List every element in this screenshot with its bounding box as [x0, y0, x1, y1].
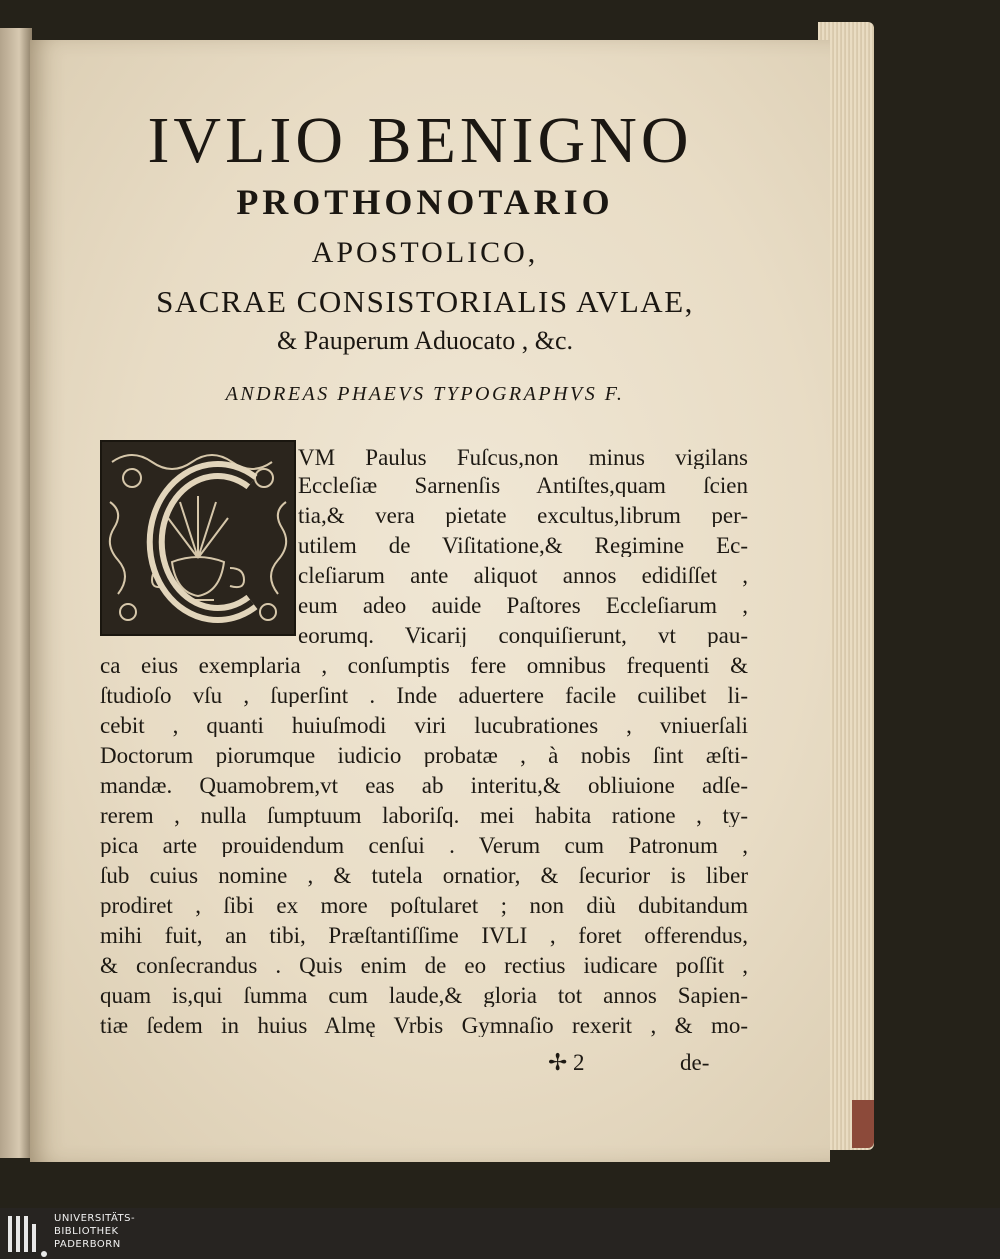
signature-mark: ✢ 2 — [548, 1050, 585, 1075]
body-line: eum adeo auide Paſtores Eccleſiarum , — [298, 594, 748, 617]
body-line: Eccleſiæ Sarnenſis Antiſtes,quam ſcien — [298, 474, 748, 497]
dedication-line-4: & Pauperum Aduocato , &c. — [276, 326, 574, 355]
library-name-line-2: BIBLIOTHEK — [54, 1226, 119, 1237]
dedication-line-2: APOSTOLICO, — [311, 236, 539, 269]
body-line: pica arte prouidendum cenſui . Verum cum Patronum , — [100, 834, 748, 857]
body-line: ca eius exemplaria , conſumptis fere omnibus frequenti & — [100, 654, 748, 677]
library-logo-icon — [4, 1210, 48, 1258]
library-name-line-3: PADERBORN — [54, 1239, 121, 1250]
body-line: Doctorum piorumque iudicio probatæ , à nobis ſint æſti- — [100, 744, 748, 767]
body-line: tiæ ſedem in huius Almę Vrbis Gymnaſio rexerit , & mo- — [100, 1014, 748, 1037]
library-banner — [0, 1208, 1000, 1259]
catchword: de- — [680, 1050, 710, 1075]
body-line: mihi fuit, an tibi, Præſtantiſſime IVLI , foret offerendus, — [100, 924, 748, 947]
printer-byline: ANDREAS PHAEVS TYPOGRAPHVS F. — [225, 383, 625, 405]
body-line: utilem de Viſitatione,& Regimine Ec- — [298, 534, 748, 557]
body-line: & conſecrandus . Quis enim de eo rectius iudicare poſſit , — [100, 954, 748, 977]
decorated-initial-illustration — [102, 442, 294, 634]
body-line: cebit , quanti huiuſmodi viri lucubrationes , vniuerſali — [100, 714, 748, 737]
dedication-line-1: PROTHONOTARIO — [236, 182, 614, 222]
page-block-edge-stain — [852, 1100, 874, 1148]
body-line: mandæ. Quamobrem,vt eas ab interitu,& obliuione adſe- — [100, 774, 748, 797]
body-line: prodiret , ſibi ex more poſtularet ; non diù dubitandum — [100, 894, 748, 917]
body-line: eorumq. Vicarij conquiſierunt, vt pau- — [298, 624, 748, 647]
body-line: tia,& vera pietate excultus,librum per- — [298, 504, 748, 527]
body-line: VM Paulus Fuſcus,non minus vigilans — [298, 446, 748, 469]
dedication-title: IVLIO BENIGNO — [147, 104, 693, 177]
body-line: ſtudioſo vſu , ſuperſint . Inde aduertere facile cuilibet li- — [100, 684, 748, 707]
left-page-edge — [0, 28, 32, 1158]
library-name-line-1: UNIVERSITÄTS- — [54, 1213, 136, 1224]
library-name — [54, 1212, 135, 1251]
body-line: rerem , nulla ſumptuum laboriſq. mei habita ratione , ty- — [100, 804, 748, 827]
body-line: ſub cuius nomine , & tutela ornatior, & ſecurior is liber — [100, 864, 748, 887]
dedication-line-3: SACRAE CONSISTORIALIS AVLAE, — [156, 284, 694, 319]
body-line: quam is,qui ſumma cum laude,& gloria tot annos Sapien- — [100, 984, 748, 1007]
decorated-initial-c — [100, 440, 296, 636]
body-line: cleſiarum ante aliquot annos edidiſſet , — [298, 564, 748, 587]
